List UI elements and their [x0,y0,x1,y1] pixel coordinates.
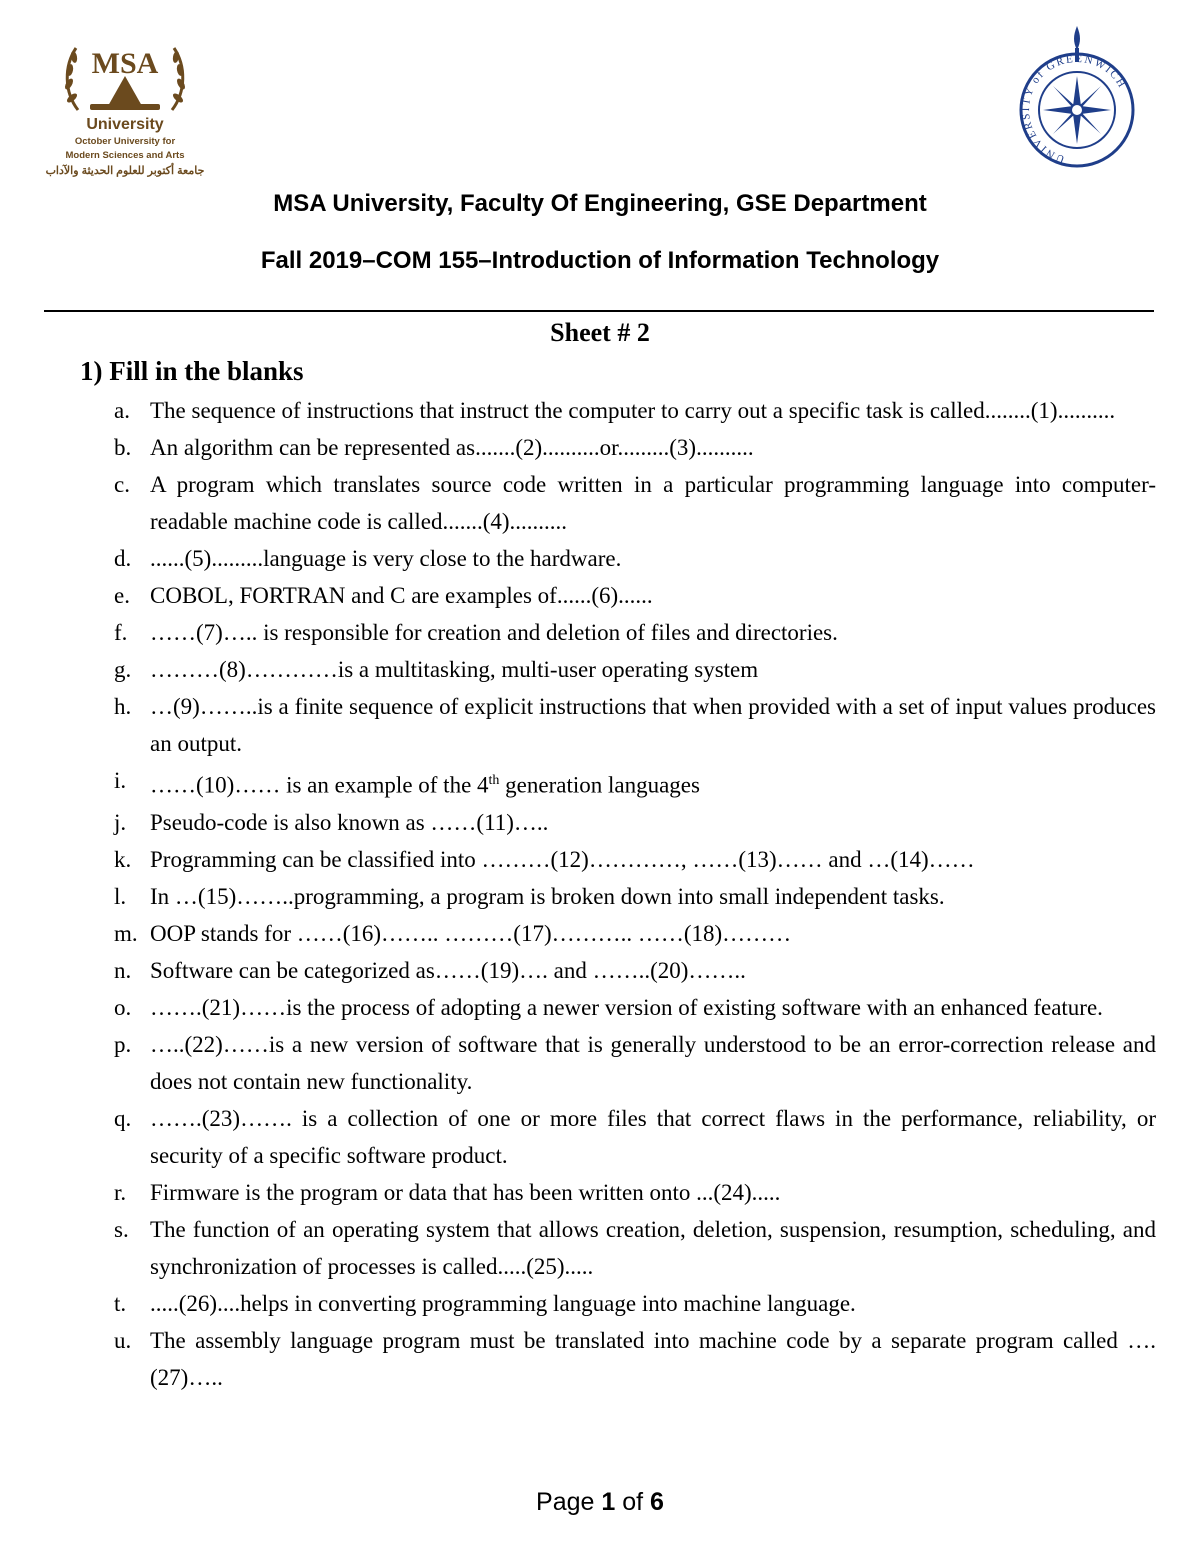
question-text: …….(23)……. is a collection of one or more files that correct flaws in the performance, reliability, or security of a specific software product. [150,1105,1156,1168]
question-item [114,989,1156,1026]
question-text: ………(8)…………is a multitasking, multi-user operating system [150,657,759,682]
question-item [114,651,1156,688]
question-text: …….(21)……is the process of adopting a newer version of existing software with an enhanced feature. [150,994,1103,1020]
msa-tagline-line1: October University for [74,136,176,147]
question-letter: c. [114,472,130,497]
question-item [114,1174,1156,1211]
question-item [114,952,1156,989]
question-item [114,614,1156,651]
question-letter: r. [114,1179,127,1205]
msa-university-word: University [86,116,164,133]
page-footer [0,1488,1200,1517]
question-text: COBOL, FORTRAN and C are examples of......(6)...... [150,583,653,608]
question-item [114,688,1156,762]
msa-laurel-emblem-icon [60,40,190,116]
question-item [114,1100,1156,1174]
msa-tagline-line2: Modern Sciences and Arts [65,150,185,161]
question-item [114,1285,1156,1322]
question-item [114,429,1156,466]
question-text: ……(10)…… is an example of the 4 [150,772,489,798]
question-letter: e. [114,583,130,608]
question-letter: k. [114,846,132,872]
question-text: Programming can be classified into ………(12)…………, ……(13)…… and …(14)…… [150,846,975,872]
question-letter: q. [114,1105,132,1131]
question-letter: d. [114,546,132,571]
footer-middle: of [615,1488,651,1516]
question-text: Software can be categorized as……(19)…. and ……..(20)…….. [150,957,746,983]
question-text: The sequence of instructions that instruct the computer to carry out a specific task is called........(1).......... [150,398,1116,423]
question-letter: g. [114,657,132,682]
question-item [114,466,1156,540]
question-text: Firmware is the program or data that has been written onto ...(24)..... [150,1179,781,1205]
question-item [114,540,1156,577]
question-letter: i. [114,768,127,793]
header-divider [44,310,1154,312]
course-header: Fall 2019–COM 155–Introduction of Information Technology [260,247,940,274]
question-letter: f. [114,620,128,645]
question-letter: p. [114,1031,132,1057]
msa-arabic-name: جامعة أكتوبر للعلوم الحديثة والآداب [45,165,205,177]
question-text: ......(5).........language is very close to the hardware. [150,546,622,571]
question-item [114,804,1156,841]
msa-mark-text: MSA [91,47,159,80]
question-item [114,841,1156,878]
question-item [114,1211,1156,1285]
question-item [114,762,1156,804]
question-letter: b. [114,435,132,460]
question-letter: t. [114,1290,127,1316]
question-text: …(9)……..is a finite sequence of explicit instructions that when provided with a set of input values produces an output. [150,694,1156,756]
question-list [114,392,1156,1396]
question-letter: l. [114,883,127,909]
question-item [114,878,1156,915]
greenwich-compass-seal-icon [1018,24,1136,172]
question-text: In …(15)……..programming, a program is broken down into small independent tasks. [150,883,945,909]
question-item [114,1026,1156,1100]
question-superscript: th [488,773,500,788]
question-letter: m. [114,920,138,946]
question-letter: h. [114,694,132,719]
question-text: ……(7)….. is responsible for creation and deletion of files and directories. [150,620,838,645]
question-letter: o. [114,994,132,1020]
footer-prefix: Page [536,1488,602,1516]
question-text: .....(26)....helps in converting programming language into machine language. [150,1290,856,1316]
question-text: …..(22)……is a new version of software that is generally understood to be an error-correction release and does not contain new functionality. [150,1031,1156,1094]
question-letter: n. [114,957,132,983]
question-item [114,915,1156,952]
section-title: 1) Fill in the blanks [80,356,304,386]
question-item [114,1322,1156,1396]
question-item [114,392,1156,429]
question-letter: s. [114,1216,129,1242]
question-text: Pseudo-code is also known as ……(11)….. [150,809,549,835]
question-text: The function of an operating system that allows creation, deletion, suspension, resumption, scheduling, and synchronization of processes is called.....(25)..... [150,1216,1156,1279]
question-text: An algorithm can be represented as.......(2)..........or.........(3).......... [150,435,754,460]
question-text: The assembly language program must be translated into machine code by a separate program called ….(27)….. [150,1327,1156,1390]
msa-university-logo [30,40,220,190]
question-letter: u. [114,1327,132,1353]
question-text: OOP stands for ……(16)…….. ………(17)……….. ……(18)……… [150,920,792,946]
question-item [114,577,1156,614]
question-letter: a. [114,398,130,423]
sheet-title: Sheet # 2 [550,318,650,347]
question-text-after: generation languages [499,772,700,798]
current-page-number: 1 [601,1488,616,1516]
total-page-count: 6 [650,1488,664,1516]
faculty-header: MSA University, Faculty Of Engineering, GSE Department [273,190,927,217]
greenwich-university-logo [1018,24,1136,172]
question-text: A program which translates source code written in a particular programming language into computer-readable machine code is called.......(4).......... [150,472,1156,534]
question-letter: j. [114,809,127,835]
greenwich-ring-text: UNIVERSITY of GREENWICH [1019,52,1129,166]
